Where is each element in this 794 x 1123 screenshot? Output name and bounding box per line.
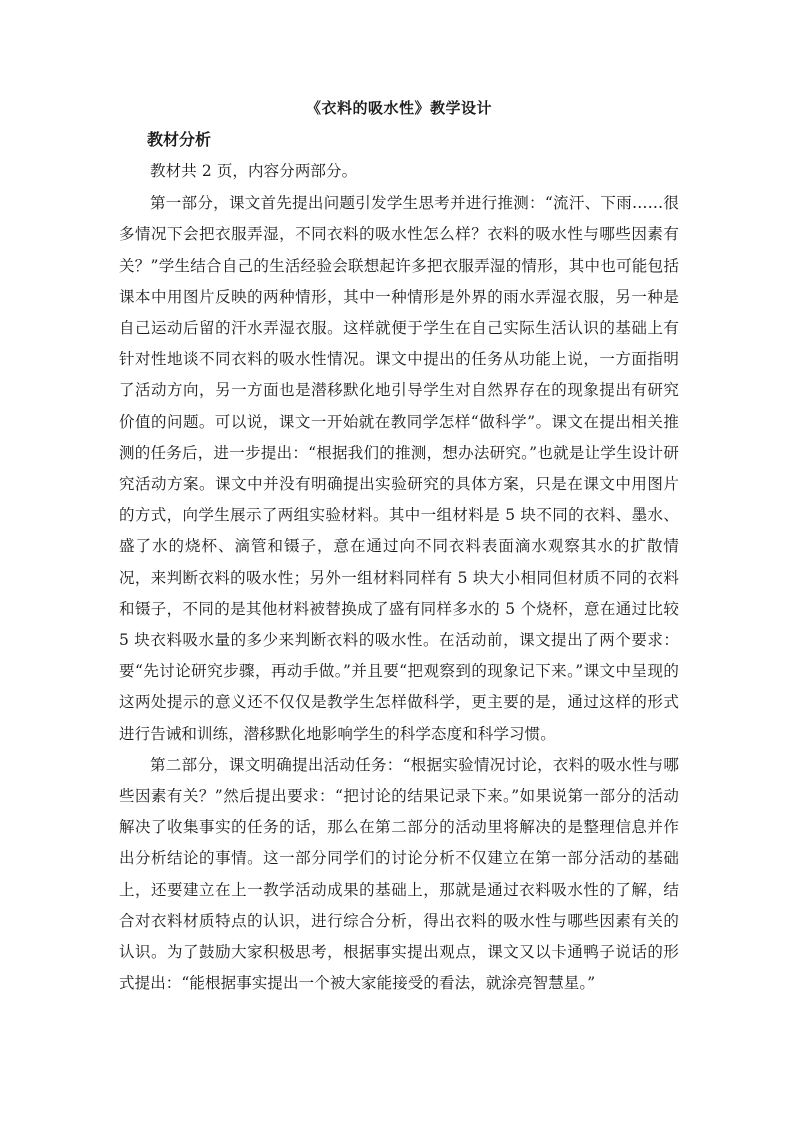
paragraph-intro: 教材共 2 页，内容分两部分。 — [150, 162, 358, 180]
document-title: 《衣料的吸水性》教学设计 — [305, 99, 492, 117]
document-page — [119, 96, 679, 999]
section-heading: 教材分析 — [147, 130, 212, 149]
paragraph-part-two: 第二部分，课文明确提出活动任务：“根据实验情况讨论，衣料的吸水性与哪些因素有关？”然后提出要求：“把讨论的结果记录下来。”如果说第一部分的活动解决了收集事实的任务的话，那么在第二部分的活动里将解决的是整理信息并作出分析结论的事情。这一部分同学们的讨论分析不仅建立在第一部分活动的基础上，还要建立在上一教学活动成果的基础上，那就是通过衣料吸水性的了解，结合对衣料材质特点的认识，进行综合分析，得出衣料的吸水性与哪些因素有关的认识。为了鼓励大家积极思考，根据事实提出观点，课文又以卡通鸭子说话的形式提出：“能根据事实提出一个被大家能接受的看法，就涂亮智慧星。” — [119, 755, 679, 993]
paragraph-part-one: 第一部分，课文首先提出问题引发学生思考并进行推测：“流汗、下雨……很多情况下会把衣服弄湿，不同衣料的吸水性怎么样？衣料的吸水性与哪些因素有关？”学生结合自己的生活经验会联想起许多把衣服弄湿的情形，其中也可能包括课本中用图片反映的两种情形，其中一种情形是外界的雨水弄湿衣服，另一种是自己运动后留的汗水弄湿衣服。这样就便于学生在自己实际生活认识的基础上有针对性地谈不同衣料的吸水性情况。课文中提出的任务从功能上说，一方面指明了活动方向，另一方面也是潜移默化地引导学生对自然界存在的现象提出有研究价值的问题。可以说，课文一开始就在教同学怎样“做科学”。课文在提出相关推测的任务后，进一步提出：“根据我们的推测，想办法研究。”也就是让学生设计研究活动方案。课文中并没有明确提出实验研究的具体方案，只是在课文中用图片的方式，向学生展示了两组实验材料。其中一组材料是 5 块不同的衣料、墨水、盛了水的烧杯、滴管和镊子，意在通过向不同衣料表面滴水观察其水的扩散情况，来判断衣料的吸水性；另外一组材料同样有 5 块大小相同但材质不同的衣料和镊子，不同的是其他材料被替换成了盛有同样多水的 5 个烧杯，意在通过比较 5 块衣料吸水量的多少来判断衣料的吸水性。在活动前，课文提出了两个要求：要“先讨论研究步骤，再动手做。”并且要“把观察到的现象记下来。”课文中呈现的这两处提示的意义还不仅仅是教学生怎样做科学，更主要的是，通过这样的形式进行告诫和训练，潜移默化地影响学生的科学态度和科学习惯。 — [119, 194, 679, 743]
